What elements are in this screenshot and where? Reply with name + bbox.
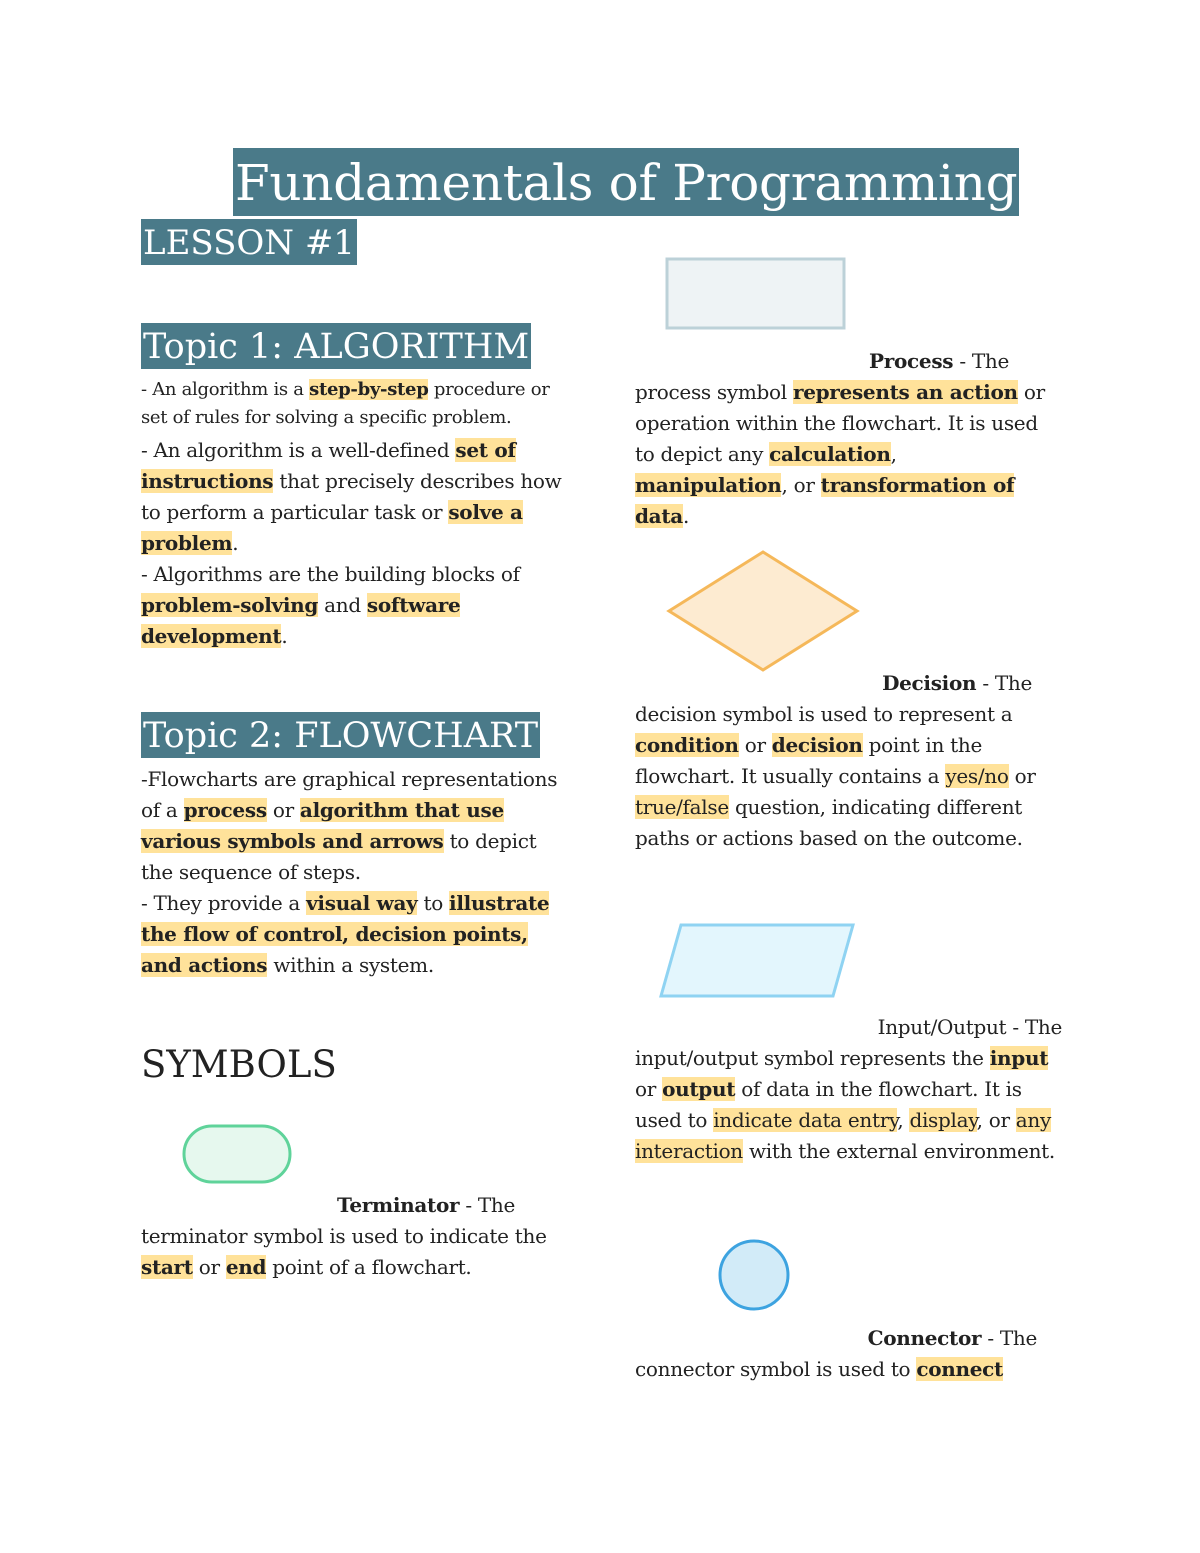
- topic1-body: [141, 376, 571, 652]
- topic2-heading: Topic 2: FLOWCHART: [141, 712, 540, 758]
- lesson-label: LESSON #1: [141, 219, 357, 265]
- connector-description: Connector - The connector symbol is used to connect: [635, 1326, 1037, 1381]
- topic2-body: [141, 764, 566, 981]
- topic1-para2: - An algorithm is a well-defined set of instructions that precisely describes how to perform a particular task or solve a problem.: [141, 438, 562, 555]
- topic1-para3: - Algorithms are the building blocks of problem-solving and software development.: [141, 562, 520, 648]
- terminator-description: Terminator - The terminator symbol is used to indicate the start or end point of a flowchart.: [141, 1193, 547, 1279]
- input-output-symbol-icon: [656, 921, 858, 1000]
- decision-symbol-icon: [664, 548, 862, 674]
- terminator-symbol-icon: [180, 1122, 294, 1186]
- page-title: Fundamentals of Programming: [233, 148, 1019, 216]
- decision-description: Decision - The decision symbol is used to represent a condition or decision point in the flowchart. It usually contains a yes/no or true/false question, indicating different paths or actions based on the outcome.: [635, 671, 1036, 850]
- topic1-para1: - An algorithm is a step-by-step procedure or set of rules for solving a specific problem.: [141, 379, 550, 428]
- topic1-heading: Topic 1: ALGORITHM: [141, 323, 531, 369]
- connector-symbol-icon: [716, 1237, 792, 1313]
- symbols-heading: SYMBOLS: [141, 1043, 337, 1086]
- topic2-para1: -Flowcharts are graphical representations of a process or algorithm that use various symbols and arrows to depict the sequence of steps.: [141, 767, 558, 884]
- topic2-para2: - They provide a visual way to illustrate the flow of control, decision points, and actions within a system.: [141, 891, 550, 977]
- input-output-description: Input/Output - The input/output symbol represents the input or output of data in the flowchart. It is used to indicate data entry, display, or any interaction with the external environment.: [635, 1015, 1062, 1163]
- process-description: Process - The process symbol represents an action or operation within the flowchart. It is used to depict any calculation, manipulation, or transformation of data.: [635, 349, 1045, 528]
- process-symbol-icon: [663, 255, 849, 333]
